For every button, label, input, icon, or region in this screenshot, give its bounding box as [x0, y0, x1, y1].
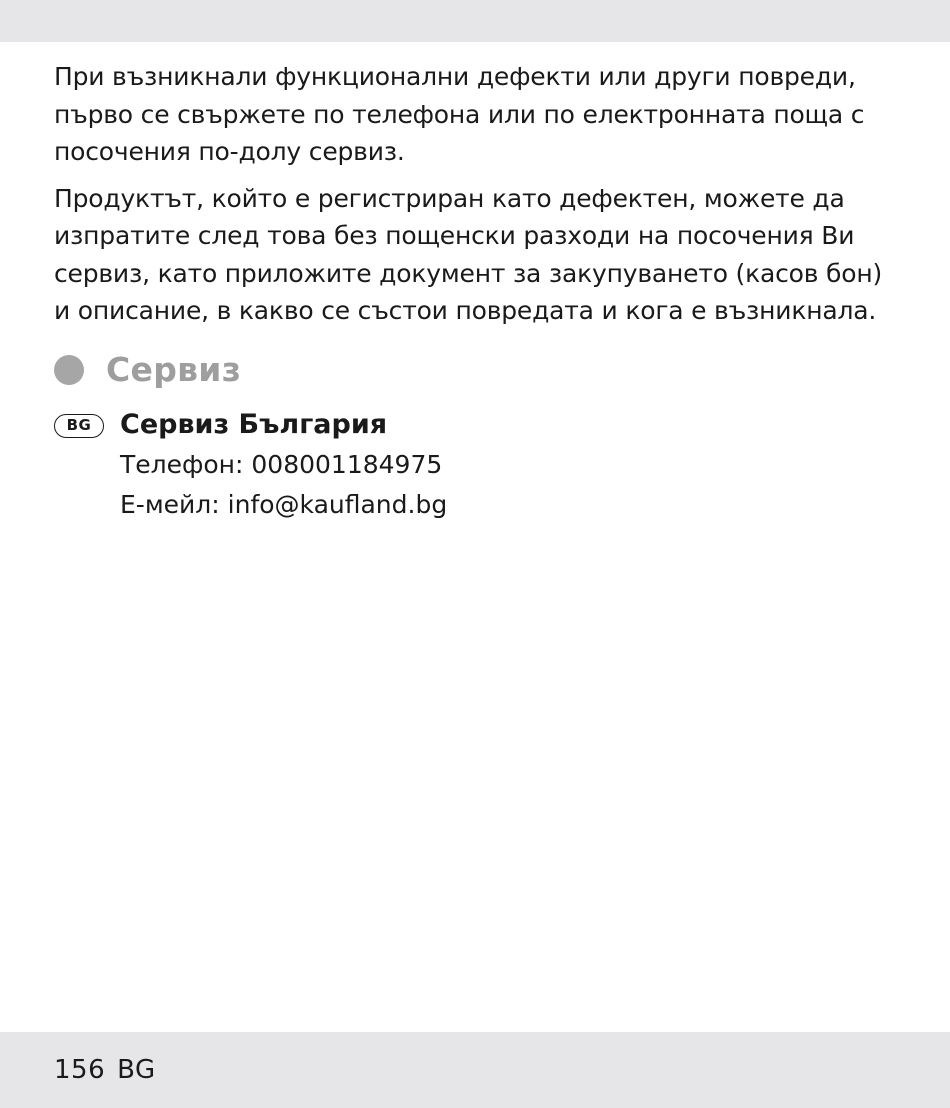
service-name: Сервиз България — [120, 408, 388, 440]
page-content — [54, 58, 894, 525]
page-number: 156 — [54, 1055, 106, 1085]
paragraph-defects-contact: При възникнали функционални дефекти или други повреди, първо се свържете по телефона или по електронната поща с посочения по-долу сервиз. — [54, 62, 865, 166]
top-band — [0, 0, 950, 42]
paragraph-send-product: Продуктът, който е регистриран като дефектен, можете да изпратите след това без пощенски разходи на посочения Ви сервиз, като приложите документ за закупуването (касов бон) и описание, в какво се състои повредата и кога е възникнала. — [54, 183, 883, 325]
bullet-dot-icon — [54, 355, 84, 385]
service-phone: Телефон: 008001184975 — [120, 449, 443, 479]
country-badge-icon: BG — [54, 414, 104, 438]
footer-language: BG — [117, 1055, 156, 1085]
service-contact-block — [54, 405, 894, 525]
section-heading-service — [54, 350, 894, 390]
section-title: Сервиз — [106, 350, 242, 389]
page-footer — [54, 1050, 156, 1090]
service-email: E-мейл: info@kaufland.bg — [120, 489, 448, 519]
